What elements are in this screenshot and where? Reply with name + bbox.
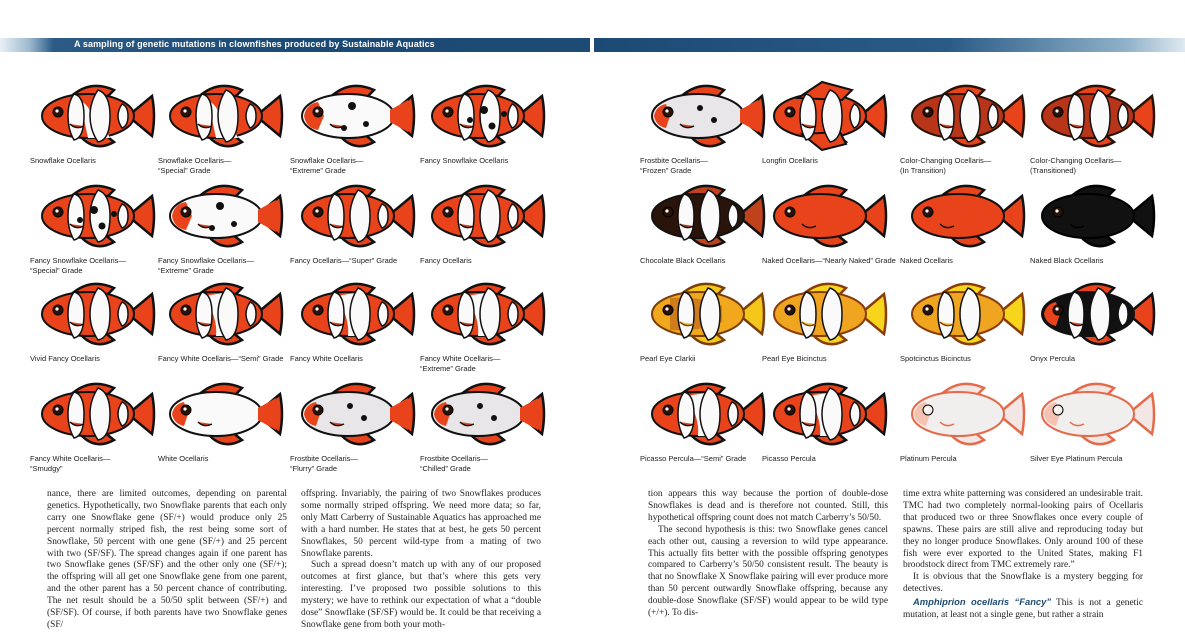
fish-caption-line: Snowflake Ocellaris— — [290, 156, 364, 165]
fish-caption-line: Fancy Snowflake Ocellaris— — [158, 256, 254, 265]
fish-photo — [1030, 180, 1158, 252]
fish-photo — [762, 80, 890, 152]
fish-caption — [640, 156, 708, 176]
fish-caption-line: Fancy White Ocellaris— — [30, 454, 111, 463]
fish-caption — [900, 354, 971, 364]
fish-photo — [762, 278, 890, 350]
fish-caption — [1030, 256, 1103, 266]
fish-caption — [1030, 156, 1121, 176]
fish-photo — [420, 378, 548, 450]
text-column-2 — [301, 489, 541, 632]
fish-caption — [762, 354, 827, 364]
fish-caption — [158, 156, 231, 176]
fish-caption — [30, 156, 96, 166]
fish-photo — [30, 180, 158, 252]
fish-caption — [640, 354, 695, 364]
fish-photo — [900, 80, 1028, 152]
fish-caption — [420, 454, 488, 474]
fish-caption-line: Pearl Eye Bicinctus — [762, 354, 827, 363]
fish-photo — [420, 80, 548, 152]
fish-caption — [420, 354, 500, 374]
paragraph: time extra white patterning was considered an undesirable trait. TMC had two completely normal-looking pairs of Ocellaris that produced two or three Snowflakes once every couple of spawns. These pairs are still alive and reproducing today but they no longer produce Snowflakes. Only around 100 of these fish were ever exported to the United States, making F1 broodstock direct from TMC extremely rare.” — [903, 489, 1143, 571]
fish-card — [290, 80, 418, 178]
fish-photo — [420, 278, 548, 350]
fish-card — [30, 278, 158, 376]
fish-caption-line: Platinum Percula — [900, 454, 957, 463]
fish-caption-line: Fancy Ocellaris — [420, 256, 472, 265]
fish-caption-line: Fancy White Ocellaris— — [420, 354, 501, 363]
fish-caption-line: (In Transition) — [900, 166, 946, 175]
fish-caption-line: Pearl Eye Clarkii — [640, 354, 696, 363]
fish-caption — [290, 256, 397, 266]
paragraph — [903, 596, 1143, 622]
fish-card — [158, 180, 286, 278]
paragraph: offspring. Invariably, the pairing of two Snowflakes produces some normally striped offspring. We need more data; so far, only Matt Carberry of Sustainable Aquatics has approached me with a hard number. He states that at best, he gets 50 percent Snowflakes, 50 percent wild-type from a mating of two Snowflake parents. — [301, 489, 541, 559]
fish-caption-line: Longfin Ocellaris — [762, 156, 818, 165]
paragraph: nance, there are limited outcomes, depending on parental genetics. Hypothetically, two Snowflake parents that each only carry one Snowflake gene (SF/+) would produce only 25 percent normally striped fish, the rest being some sort of Snowflake, 50 percent with one gene (SF/+) and 25 percent with two (SF/SF). The spread changes again if one parent has two Snowflake genes (SF/SF) and the other only one (SF/+); the offspring will all get one Snowflake gene from one parent, and the other parent has a 50 percent chance of contributing. The net result should be a 50/50 split between (SF/+) and (SF/SF). Of course, if both parents have two Snowflake genes (SF/ — [47, 489, 287, 630]
fish-card — [290, 378, 418, 476]
fish-caption-line: (Transitioned) — [1030, 166, 1076, 175]
fish-photo — [900, 278, 1028, 350]
fish-caption-line: “Chilled” Grade — [420, 464, 471, 473]
fish-photo — [1030, 378, 1158, 450]
fish-caption-line: Frostbite Ocellaris— — [420, 454, 488, 463]
fish-card — [900, 180, 1028, 278]
fish-caption — [158, 354, 283, 364]
fish-card — [158, 80, 286, 178]
fish-caption — [900, 156, 991, 176]
fish-caption-line: Color-Changing Ocellaris— — [900, 156, 992, 165]
fish-caption — [1030, 454, 1123, 464]
paragraph: The second hypothesis is this: two Snowflake genes cancel each other out, causing a reversion to wild type appearance. This actually fits better with the possible offspring genotypes compared to Carberry’s 50/50 consistent result. The beauty is that no Snowflake X Snowflake pairing will ever produce more than 50 percent outwardly Snowflake offspring, because any double-dose Snowflake (SF/SF) would appear to be wild type (+/+). To dis- — [648, 524, 888, 619]
fish-caption-line: Frostbite Ocellaris— — [640, 156, 708, 165]
species-lead: Amphiprion ocellaris “Fancy” — [913, 596, 1052, 608]
fish-caption-line: White Ocellaris — [158, 454, 209, 463]
fish-photo — [1030, 278, 1158, 350]
fish-card — [30, 80, 158, 178]
fish-card — [158, 278, 286, 376]
fish-caption — [420, 256, 472, 266]
fish-caption-line: “Extreme” Grade — [158, 266, 214, 275]
fish-photo — [30, 80, 158, 152]
fish-photo — [900, 378, 1028, 450]
fish-caption — [900, 454, 957, 464]
text-column-1 — [47, 489, 287, 632]
fish-card — [1030, 180, 1158, 278]
fish-card — [290, 278, 418, 376]
fish-caption — [762, 454, 816, 464]
fish-card — [640, 278, 768, 376]
fish-caption-line: Fancy Ocellaris—“Super” Grade — [290, 256, 398, 265]
fish-photo — [1030, 80, 1158, 152]
fish-caption — [900, 256, 953, 266]
fish-photo — [158, 180, 286, 252]
fish-card — [1030, 278, 1158, 376]
fish-card — [762, 378, 890, 476]
fish-card — [290, 180, 418, 278]
fish-caption — [640, 256, 725, 266]
page-title: A sampling of genetic mutations in clownfishes produced by Sustainable Aquatics — [74, 39, 435, 49]
fish-caption — [1030, 354, 1075, 364]
fish-photo — [762, 180, 890, 252]
fish-card — [900, 378, 1028, 476]
paragraph-text: This is not a genetic mutation, at least not a single gene, but rather a strain — [903, 598, 1143, 621]
fish-caption — [762, 156, 818, 166]
fish-card — [900, 278, 1028, 376]
fish-caption — [30, 454, 110, 474]
fish-caption-line: Vivid Fancy Ocellaris — [30, 354, 100, 363]
fish-caption-line: “Special” Grade — [158, 166, 211, 175]
fish-caption-line: “Smudgy” — [30, 464, 63, 473]
fish-caption — [640, 454, 746, 464]
fish-card — [30, 180, 158, 278]
fish-caption — [290, 156, 363, 176]
fish-caption-line: Silver Eye Platinum Percula — [1030, 454, 1123, 463]
fish-caption-line: “Frozen” Grade — [640, 166, 692, 175]
fish-photo — [290, 278, 418, 350]
paragraph: It is obvious that the Snowflake is a mystery begging for detectives. — [903, 572, 1143, 595]
fish-caption-line: Chocolate Black Ocellaris — [640, 256, 726, 265]
fish-caption-line: Color-Changing Ocellaris— — [1030, 156, 1122, 165]
fish-photo — [640, 80, 768, 152]
fish-photo — [158, 80, 286, 152]
fish-card — [762, 278, 890, 376]
fish-photo — [290, 378, 418, 450]
fish-card — [420, 80, 548, 178]
fish-caption — [290, 354, 363, 364]
fish-photo — [900, 180, 1028, 252]
paragraph: tion appears this way because the portion of double-dose Snowflakes is dead and is therefore not counted. Still, this hypothetical offspring count does not match Carberry’s 50/50. — [648, 489, 888, 523]
fish-card — [30, 378, 158, 476]
fish-photo — [290, 80, 418, 152]
fish-caption — [290, 454, 358, 474]
fish-caption-line: Fancy White Ocellaris — [290, 354, 363, 363]
fish-caption-line: Naked Ocellaris — [900, 256, 953, 265]
fish-caption-line: Snowflake Ocellaris — [30, 156, 96, 165]
fish-card — [420, 378, 548, 476]
fish-caption-line: Snowflake Ocellaris— — [158, 156, 232, 165]
text-column-3 — [648, 489, 888, 620]
fish-caption — [30, 354, 100, 364]
fish-caption — [158, 256, 254, 276]
fish-card — [762, 80, 890, 178]
fish-caption — [158, 454, 208, 464]
fish-photo — [640, 278, 768, 350]
fish-caption-line: Spotcinctus Bicinctus — [900, 354, 971, 363]
fish-photo — [30, 278, 158, 350]
fish-caption-line: “Special” Grade — [30, 266, 83, 275]
fish-photo — [420, 180, 548, 252]
fish-card — [420, 278, 548, 376]
fish-caption-line: Naked Ocellaris—“Nearly Naked” Grade — [762, 256, 896, 265]
fish-caption-line: “Flurry” Grade — [290, 464, 338, 473]
fish-caption-line: “Extreme” Grade — [290, 166, 346, 175]
fish-photo — [158, 278, 286, 350]
paragraph: Such a spread doesn’t match up with any of our proposed outcomes at first glance, but that’s where this gets very interesting. I’ve proposed two possible solutions to this mystery; we have to rethink our expectation of what a “double dose” Snowflake (SF/SF) would be. It could be that receiving a Snowflake gene from both your moth- — [301, 560, 541, 630]
fish-card — [640, 80, 768, 178]
fish-caption — [30, 256, 126, 276]
fish-card — [762, 180, 896, 278]
fish-card — [640, 180, 768, 278]
fish-caption-line: Frostbite Ocellaris— — [290, 454, 358, 463]
fish-caption-line: Fancy Snowflake Ocellaris — [420, 156, 509, 165]
fish-caption-line: Picasso Percula — [762, 454, 816, 463]
header-band-right — [594, 38, 1185, 52]
fish-caption — [762, 256, 896, 266]
fish-photo — [290, 180, 418, 252]
fish-photo — [640, 378, 768, 450]
fish-card — [640, 378, 768, 476]
fish-caption — [420, 156, 508, 166]
fish-photo — [640, 180, 768, 252]
fish-caption-line: Picasso Percula—“Semi” Grade — [640, 454, 747, 463]
fish-card — [158, 378, 286, 476]
fish-photo — [158, 378, 286, 450]
fish-caption-line: Naked Black Ocellaris — [1030, 256, 1104, 265]
fish-photo — [762, 378, 890, 450]
fish-card — [900, 80, 1028, 178]
fish-card — [420, 180, 548, 278]
fish-card — [1030, 80, 1158, 178]
text-column-4 — [903, 489, 1143, 622]
fish-caption-line: “Extreme” Grade — [420, 364, 476, 373]
fish-caption-line: Fancy Snowflake Ocellaris— — [30, 256, 126, 265]
fish-caption-line: Fancy White Ocellaris—“Semi” Grade — [158, 354, 284, 363]
fish-photo — [30, 378, 158, 450]
fish-caption-line: Onyx Percula — [1030, 354, 1076, 363]
fish-card — [1030, 378, 1158, 476]
